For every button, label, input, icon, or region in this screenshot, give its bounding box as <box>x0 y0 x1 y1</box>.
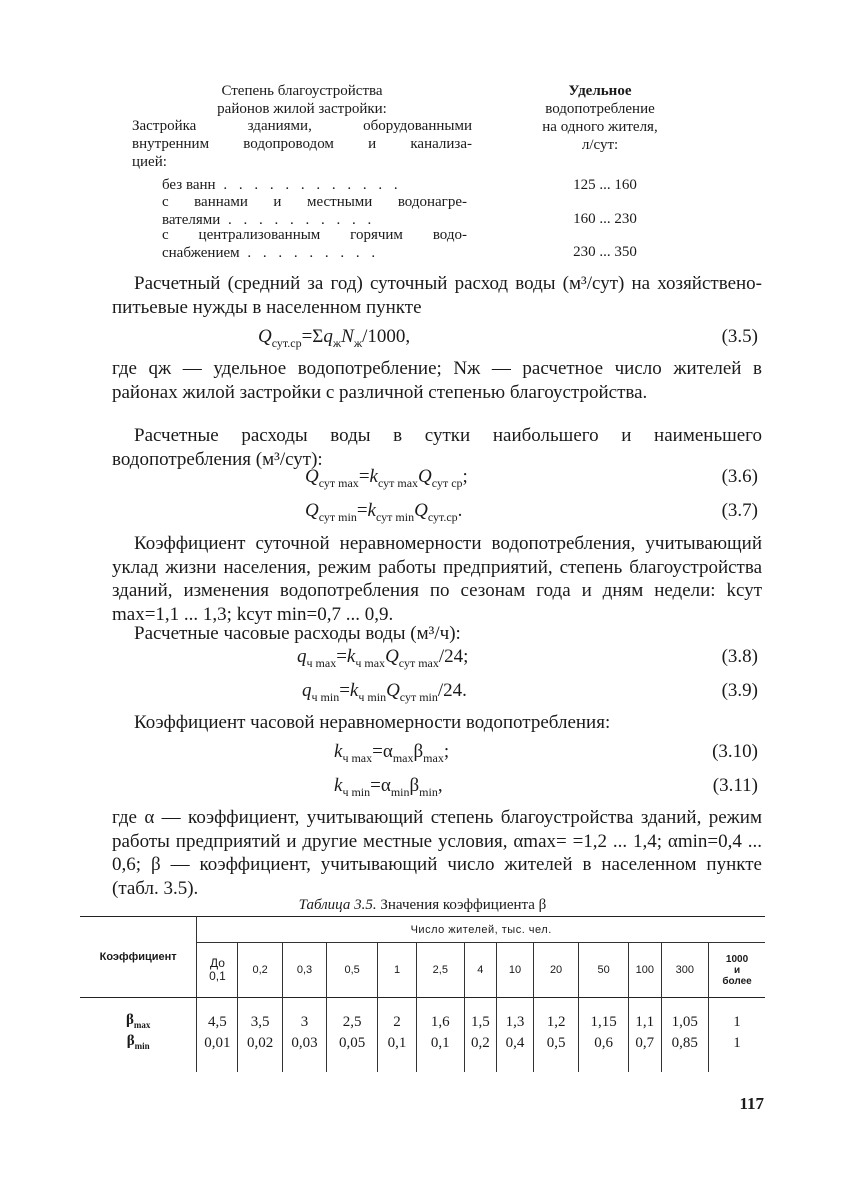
table-caption-prefix: Таблица 3.5. <box>298 897 377 913</box>
table-cell: 0,5 <box>533 1033 578 1054</box>
paragraph-text: где α — коэффициент, учитывающий степень благоустройства зданий, режим работы предприятий и другие местные условия, αmax= =1,2 ... 1,4; αmin=0,4 ... 0,6; β — коэффициент, учитывающий число жителей в населенном пункте (табл. 3.5). <box>112 807 762 899</box>
equation-3-11: $k_{ч min}=\alpha_{min}\beta_{min}$, <box>334 775 443 799</box>
table-cell: 0,1 <box>378 1033 417 1054</box>
top-table-row: без ванн . . . . . . . . . . . . <box>162 177 402 193</box>
top-table-right-header <box>500 82 700 154</box>
right-header-line: на одного жителя, <box>542 119 658 135</box>
row-label: с централизованным горячим водо- <box>162 227 467 243</box>
table-caption-text: Значения коэффициента β <box>380 897 547 913</box>
row-name: $\beta_{min}$ <box>126 1032 150 1051</box>
intro-line: Застройка зданиями, оборудованными <box>132 118 472 134</box>
column-header: 100 <box>629 943 661 998</box>
equation-number: (3.5) <box>721 326 758 347</box>
paragraph-3 <box>112 424 762 471</box>
table-cell: 0,4 <box>497 1033 534 1054</box>
equation-number: (3.8) <box>721 646 758 667</box>
table-cell: 1,1 <box>629 1012 661 1033</box>
column-header: 20 <box>533 943 578 998</box>
equation-number: (3.6) <box>721 466 758 487</box>
row-label: вателями <box>162 212 221 228</box>
top-table-row: с централизованным горячим водо- снабжением . . . . . . . . . <box>162 227 467 261</box>
column-header: 2,5 <box>417 943 465 998</box>
right-header-line: Удельное <box>568 83 632 99</box>
table-cell: 1 <box>709 1033 765 1054</box>
top-table-row-value: 160 ... 230 <box>573 211 637 227</box>
equation-number: (3.7) <box>721 500 758 521</box>
table-cell: 0,02 <box>238 1033 282 1054</box>
table-cell: 1 <box>709 1012 765 1033</box>
paragraph-text: Коэффициент суточной неравномерности водопотребления, учитывающий уклад жизни населения, режим работы предприятий, степень благоустройства зданий, изменения водопотребления по сезонам года и дням недели: kсут max=1,1 ... 1,3; kсут min=0,7 ... 0,9. <box>112 533 762 625</box>
column-header: 1 <box>378 943 417 998</box>
equation-number: (3.9) <box>721 680 758 701</box>
paragraph-text: Расчетные часовые расходы воды (м³/ч): <box>134 623 461 644</box>
right-header-line: водопотребление <box>545 101 655 117</box>
column-header: 4 <box>464 943 496 998</box>
column-header: 0,2 <box>238 943 282 998</box>
top-table-row-value: 125 ... 160 <box>573 177 637 193</box>
table-cell: 1,3 <box>497 1012 534 1033</box>
table-cell: 2,5 <box>327 1012 378 1033</box>
table-cell: 1,05 <box>661 1012 709 1033</box>
row-label: без ванн <box>162 177 216 193</box>
column-header: 0,5 <box>327 943 378 998</box>
intro-line: цией: <box>132 154 167 170</box>
table-cell: 1,2 <box>533 1012 578 1033</box>
table-cell: 0,6 <box>579 1033 629 1054</box>
column-header: 10 <box>497 943 534 998</box>
intro-line: внутренним водопроводом и канализа- <box>132 136 472 152</box>
table-cell: 0,85 <box>661 1033 709 1054</box>
table-cell: 2 <box>378 1012 417 1033</box>
table-caption <box>80 897 765 914</box>
top-table-row: с ваннами и местными водонагре- вателями . . . . . . . . . . <box>162 194 467 228</box>
paragraph-7 <box>112 806 762 900</box>
table-cell: 0,2 <box>464 1033 496 1054</box>
equation-3-5: $Q_{сут.ср}=\Sigma q_жN_ж/1000$, <box>258 326 411 350</box>
column-header: 0,3 <box>282 943 326 998</box>
paragraph-4 <box>112 532 762 626</box>
top-table-left-header <box>132 82 472 118</box>
right-header-line: л/сут: <box>581 137 619 153</box>
table-row <box>80 1012 765 1033</box>
equation-number: (3.10) <box>712 741 758 762</box>
table-cell: 1,5 <box>464 1012 496 1033</box>
row-label: с ваннами и местными водонагре- <box>162 194 467 210</box>
table-cell: 0,03 <box>282 1033 326 1054</box>
equation-number: (3.11) <box>712 775 758 796</box>
paragraph-text: Расчетные расходы воды в сутки наибольшего и наименьшего водопотребления (м³/сут): <box>112 425 762 470</box>
column-header: До 0,1 <box>197 943 238 998</box>
column-header: 50 <box>579 943 629 998</box>
equation-3-7: $Q_{сут min}=k_{сут min}Q_{сут.ср}$. <box>305 500 463 524</box>
table-cell: 1,6 <box>417 1012 465 1033</box>
left-header-line: Степень благоустройства <box>221 83 383 99</box>
table-cell: 0,7 <box>629 1033 661 1054</box>
paragraph-1 <box>112 272 762 319</box>
paragraph-2 <box>112 357 762 404</box>
column-header: 300 <box>661 943 709 998</box>
table-cell: 0,05 <box>327 1033 378 1054</box>
table-cell: 0,01 <box>197 1033 238 1054</box>
table-cell: 4,5 <box>197 1012 238 1033</box>
paragraph-text: где qж — удельное водопотребление; Nж — расчетное число жителей в районах жилой застройки с различной степенью благоустройства. <box>112 358 762 403</box>
top-table-left-intro <box>132 117 472 171</box>
equation-3-8: $q_{ч max}=k_{ч max}Q_{сут max}/24$; <box>297 646 469 670</box>
page-number: 117 <box>739 1094 764 1113</box>
equation-3-10: $k_{ч max}=\alpha_{max}\beta_{max}$; <box>334 741 450 765</box>
table-3-5 <box>80 916 765 1072</box>
row-name: $\beta_{max}$ <box>125 1011 151 1030</box>
table-cell: 3 <box>282 1012 326 1033</box>
equation-3-9: $q_{ч min}=k_{ч min}Q_{сут min}/24$. <box>302 680 467 704</box>
paragraph-6 <box>112 711 762 735</box>
left-header-line: районов жилой застройки: <box>217 101 387 117</box>
row-header: Коэффициент <box>80 917 197 998</box>
equation-3-6: $Q_{сут max}=k_{сут max}Q_{сут ср}$; <box>305 466 468 490</box>
table-cell: 0,1 <box>417 1033 465 1054</box>
paragraph-text: Расчетный (средний за год) суточный расход воды (м³/сут) на хозяйствено-питьевые нужды в населенном пункте <box>112 273 762 318</box>
table-cell: 3,5 <box>238 1012 282 1033</box>
paragraph-text: Коэффициент часовой неравномерности водопотребления: <box>134 712 611 733</box>
table-cell: 1,15 <box>579 1012 629 1033</box>
paragraph-5 <box>112 622 762 646</box>
row-label: снабжением <box>162 245 240 261</box>
column-header: 1000 и более <box>709 943 765 998</box>
top-table-row-value: 230 ... 350 <box>573 244 637 260</box>
group-header: Число жителей, тыс. чел. <box>197 917 765 943</box>
table-row <box>80 1033 765 1054</box>
